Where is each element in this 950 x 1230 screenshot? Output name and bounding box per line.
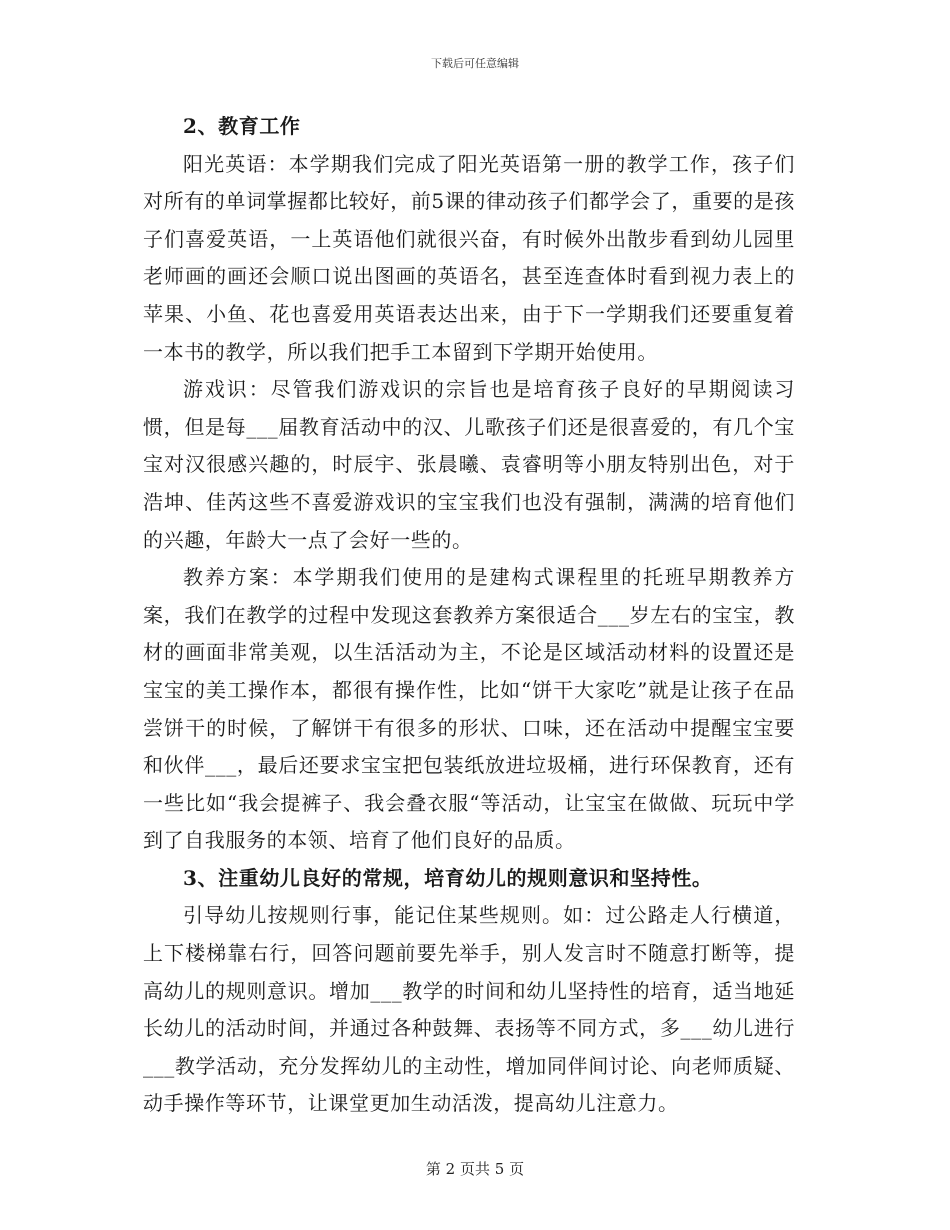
paragraph-game-literacy: 游戏识：尽管我们游戏识的宗旨也是培育孩子良好的早期阅读习惯，但是每___届教育活动中的汉、儿歌孩子们还是很喜爱的，有几个宝宝对汉很感兴趣的，时辰宇、张晨曦、袁睿明等小朋友特别出色，对于浩坤、佳芮这些不喜爱游戏识的宝宝我们也没有强制，满满的培育他们的兴趣，年龄大一点了会好一些的。 [143, 377, 795, 552]
paragraph-rules-guidance: 引导幼儿按规则行事，能记住某些规则。如：过公路走人行横道，上下楼梯靠右行，回答问题前要先举手，别人发言时不随意打断等，提高幼儿的规则意识。增加___教学的时间和幼儿坚持性的培育，适当地延长幼儿的活动时间，并通过各种鼓舞、表扬等不同方式，多___幼儿进行___教学活动，充分发挥幼儿的主动性，增加同伴间讨论、向老师质疑、动手操作等环节，让课堂更加生动活泼，提高幼儿注意力。 [143, 903, 795, 1116]
section-heading-education: 2、教育工作 [183, 114, 301, 138]
paragraph-sunshine-english: 阳光英语：本学期我们完成了阳光英语第一册的教学工作，孩子们对所有的单词掌握都比较好，前5课的律动孩子们都学会了，重要的是孩子们喜爱英语，一上英语他们就很兴奋，有时候外出散步看到幼儿园里老师画的画还会顺口说出图画的英语名，甚至连查体时看到视力表上的苹果、小鱼、花也喜爱用英语表达出来，由于下一学期我们还要重复着一本书的教学，所以我们把手工本留到下学期开始使用。 [143, 151, 795, 364]
section-heading-routines: 3、注重幼儿良好的常规，培育幼儿的规则意识和坚持性。 [183, 865, 713, 890]
page-number-footer: 第 2 页共 5 页 [425, 1160, 525, 1178]
paragraph-curriculum-plan: 教养方案：本学期我们使用的是建构式课程里的托班早期教养方案，我们在教学的过程中发现这套教养方案很适合___岁左右的宝宝，教材的画面非常美观，以生活活动为主，不论是区域活动材料的设置还是宝宝的美工操作本，都很有操作性，比如“饼干大家吃”就是让孩子在品尝饼干的时候，了解饼干有很多的形状、口味，还在活动中提醒宝宝要和伙伴___，最后还要求宝宝把包装纸放进垃圾桶，进行环保教育，还有一些比如“我会提裤子、我会叠衣服“等活动，让宝宝在做做、玩玩中学到了自我服务的本领、培育了他们良好的品质。 [143, 565, 795, 853]
document-body [143, 108, 795, 1123]
page-header: 下载后可任意编辑 [431, 57, 519, 70]
